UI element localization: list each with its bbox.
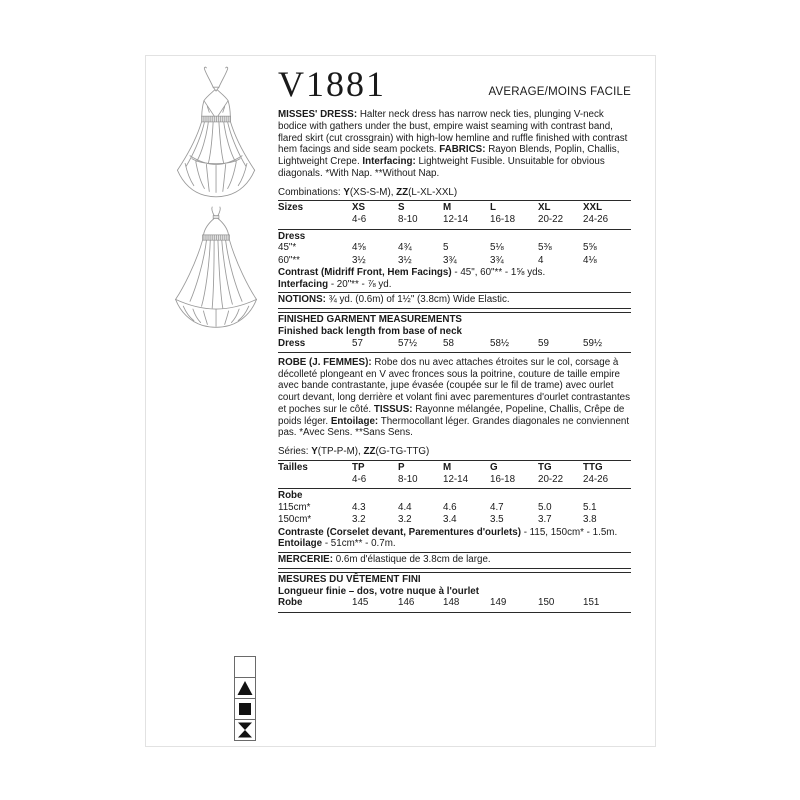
finished-subheading: Finished back length from base of neck <box>278 325 463 337</box>
mesures-subheading: Longueur finie – dos, votre nuque à l'ourlet <box>278 585 480 597</box>
rule <box>278 552 631 553</box>
pattern-instruction-sheet <box>145 55 656 747</box>
finished-row-dress: Dress 57 57½ 58 58½ 59 59½ <box>278 337 603 349</box>
square-icon <box>234 698 256 720</box>
print-registration-mark <box>234 657 256 741</box>
entoilage-line: Entoilage - 51cm** - 0.7m. <box>278 538 396 550</box>
double-rule <box>278 568 631 573</box>
blank-swatch <box>234 656 256 678</box>
english-size-table: Sizes XS S M L XL XXL 4-6 8-10 12-14 16-18 20-22 24-26 <box>278 202 609 226</box>
tissus-label: TISSUS: <box>373 403 413 415</box>
notions-line: NOTIONS: ¾ yd. (0.6m) of 1½" (3.8cm) Wide Elastic. <box>278 294 510 306</box>
header-row <box>278 66 631 102</box>
pattern-number: V1881 <box>278 64 386 104</box>
mercerie-line: MERCERIE: 0.6m d'élastique de 3.8cm de large. <box>278 554 491 566</box>
hourglass-icon <box>234 719 256 741</box>
rule <box>278 488 631 489</box>
tailles-header: Tailles <box>278 461 308 473</box>
rule <box>278 200 631 201</box>
text-column <box>278 66 631 614</box>
series-line: Séries: Y(TP-P-M), ZZ(G-TG-TTG) <box>278 446 430 458</box>
triangle-up-icon <box>234 677 256 699</box>
entoilage-label: Entoilage: <box>330 415 379 427</box>
dress-back-illustration <box>158 206 276 336</box>
interfacing-line: Interfacing - 20"** - ⅞ yd. <box>278 278 392 290</box>
mesures-row-robe: Robe 145 146 148 149 150 151 <box>278 597 600 609</box>
sizes-header: Sizes <box>278 202 304 214</box>
double-rule <box>278 308 631 313</box>
contrast-line: Contrast (Midriff Front, Hem Facings) - 45", 60"** - 1⅝ yds. <box>278 266 546 278</box>
rule <box>278 352 631 353</box>
robe-label: ROBE (J. FEMMES): <box>278 356 372 368</box>
french-size-table: Tailles TP P M G TG TTG 4-6 8-10 12-14 16-18 20-22 24-26 <box>278 461 609 486</box>
french-description: ROBE (J. FEMMES): Robe dos nu avec attaches étroites sur le col, corsage à décolleté plongeant en V avec fronces sous la poitrine, couture de taille empire avec bande contrastante, jupe évasée (coupée sur le fil de trame) avec ourlet court devant, long derrière et volant fini avec parementures d'ourlet contrastantes et poches sur le côté. TISSUS: Rayonne mélangée, Popeline, Challis, Crêpe de poids léger. Entoilage: Thermocollant léger. Grandes diagonales ne conviennent pas. *Avec Sens. **Sans Sens. <box>278 356 631 439</box>
rule <box>278 612 631 613</box>
robe-section-label: Robe <box>278 490 303 502</box>
finished-heading: FINISHED GARMENT MEASUREMENTS <box>278 314 462 326</box>
dress-section-label: Dress <box>278 230 306 242</box>
combinations-line: Combinations: Y(XS-S-M), ZZ(L-XL-XXL) <box>278 186 458 198</box>
metrage-row-150: 150cm* 3.2 3.2 3.4 3.5 3.7 3.8 <box>278 514 597 526</box>
dress-front-illustration <box>158 64 276 204</box>
fabrics-label: FABRICS: <box>439 144 486 156</box>
difficulty-label: AVERAGE/MOINS FACILE <box>488 86 631 98</box>
mesures-heading: MESURES DU VÊTEMENT FINI <box>278 573 421 585</box>
english-description: MISSES' DRESS: Halter neck dress has narrow neck ties, plunging V-neck bodice with gathers under the bust, empire waist seaming with contrast band, flared skirt (cut crossgrain) with high-low hemline and ruffle finished with contrast hem facings and side seam pockets. FABRICS: Rayon Blends, Poplin, Challis, Lightweight Crepe. Interfacing: Lightweight Fusible. Unsuitable for obvious diagonals. *With Nap. **Without Nap. <box>278 109 628 179</box>
metrage-row-115: 115cm* 4.3 4.4 4.6 4.7 5.0 5.1 <box>278 502 597 514</box>
yardage-row-60: 60"** 3½ 3½ 3¾ 3¾ 4 4⅛ <box>278 254 597 266</box>
misses-dress-label: MISSES' DRESS: <box>278 109 358 120</box>
rule <box>278 460 631 461</box>
rule <box>278 229 631 230</box>
rule <box>278 292 631 293</box>
yardage-row-45: 45"* 4⅝ 4¾ 5 5⅛ 5⅜ 5⅝ <box>278 242 597 254</box>
contraste-line: Contraste (Corselet devant, Parementures d'ourlets) - 115, 150cm* - 1.5m. <box>278 526 618 538</box>
interfacing-label: Interfacing: <box>362 156 416 167</box>
